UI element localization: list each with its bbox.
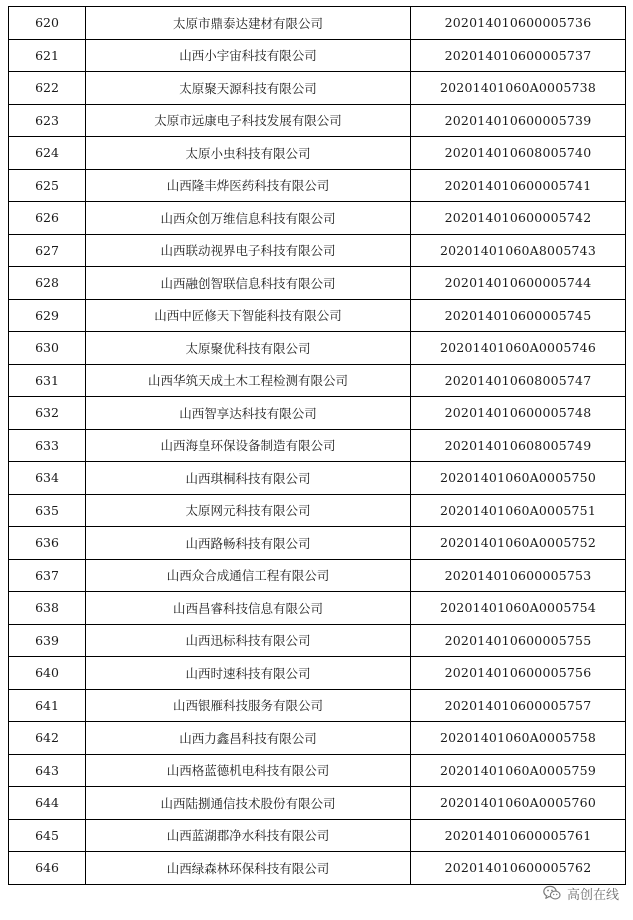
company-name: 山西琪桐科技有限公司 [86,462,411,495]
registration-code: 20201401060A0005750 [411,462,626,495]
company-name: 山西绿森林环保科技有限公司 [86,852,411,885]
registration-code: 202014010600005761 [411,819,626,852]
table-row [9,722,626,755]
row-number: 643 [9,754,86,787]
registration-code: 202014010608005747 [411,364,626,397]
company-name: 太原聚天源科技有限公司 [86,72,411,105]
table-row [9,429,626,462]
company-name: 山西格蓝德机电科技有限公司 [86,754,411,787]
registration-code: 202014010600005756 [411,657,626,690]
company-name: 山西隆丰烨医药科技有限公司 [86,169,411,202]
source-watermark [543,884,619,902]
watermark-text: 高创在线 [566,887,619,903]
table-row [9,332,626,365]
row-number: 645 [9,819,86,852]
table-row [9,592,626,625]
registration-code: 202014010600005753 [411,559,626,592]
company-registry-table [8,6,626,885]
table-row [9,689,626,722]
table-row [9,819,626,852]
company-name: 山西路畅科技有限公司 [86,527,411,560]
company-name: 山西时速科技有限公司 [86,657,411,690]
row-number: 640 [9,657,86,690]
row-number: 646 [9,852,86,885]
table-row [9,104,626,137]
row-number: 621 [9,39,86,72]
company-name: 山西中匠修天下智能科技有限公司 [86,299,411,332]
registration-code: 202014010600005748 [411,397,626,430]
row-number: 620 [9,7,86,40]
company-name: 山西众创万维信息科技有限公司 [86,202,411,235]
row-number: 639 [9,624,86,657]
company-name: 太原小虫科技有限公司 [86,137,411,170]
company-name: 山西融创智联信息科技有限公司 [86,267,411,300]
company-name: 太原网元科技有限公司 [86,494,411,527]
table-row [9,39,626,72]
company-name: 山西海皇环保设备制造有限公司 [86,429,411,462]
registration-code: 20201401060A0005759 [411,754,626,787]
table-row [9,364,626,397]
row-number: 641 [9,689,86,722]
company-name: 山西小宇宙科技有限公司 [86,39,411,72]
registration-code: 202014010600005755 [411,624,626,657]
table-row [9,397,626,430]
table-row [9,137,626,170]
table-row [9,299,626,332]
registration-code: 20201401060A0005746 [411,332,626,365]
company-name: 山西昌睿科技信息有限公司 [86,592,411,625]
row-number: 636 [9,527,86,560]
table-row [9,494,626,527]
registration-code: 202014010600005762 [411,852,626,885]
company-name: 太原聚优科技有限公司 [86,332,411,365]
row-number: 625 [9,169,86,202]
row-number: 637 [9,559,86,592]
row-number: 626 [9,202,86,235]
table-row [9,72,626,105]
company-name: 山西蓝湖郡净水科技有限公司 [86,819,411,852]
registration-code: 202014010600005741 [411,169,626,202]
table-row [9,754,626,787]
company-name: 山西银雁科技服务有限公司 [86,689,411,722]
company-name: 山西众合成通信工程有限公司 [86,559,411,592]
row-number: 623 [9,104,86,137]
registration-code: 20201401060A0005738 [411,72,626,105]
company-name: 山西智享达科技有限公司 [86,397,411,430]
company-name: 山西迅标科技有限公司 [86,624,411,657]
wechat-icon [543,885,561,901]
row-number: 629 [9,299,86,332]
registration-code: 202014010600005737 [411,39,626,72]
registration-code: 202014010600005739 [411,104,626,137]
table-row [9,787,626,820]
registration-code: 202014010608005749 [411,429,626,462]
row-number: 635 [9,494,86,527]
table-row [9,7,626,40]
registration-code: 202014010608005740 [411,137,626,170]
row-number: 638 [9,592,86,625]
table-row [9,527,626,560]
table-row [9,267,626,300]
table-row [9,234,626,267]
registration-code: 20201401060A0005752 [411,527,626,560]
company-name: 太原市鼎泰达建材有限公司 [86,7,411,40]
registration-code: 20201401060A0005751 [411,494,626,527]
registration-code: 202014010600005757 [411,689,626,722]
row-number: 627 [9,234,86,267]
registration-code: 202014010600005736 [411,7,626,40]
registration-code: 20201401060A0005760 [411,787,626,820]
table-row [9,559,626,592]
company-name: 山西力鑫昌科技有限公司 [86,722,411,755]
table-row [9,202,626,235]
table-row [9,624,626,657]
row-number: 628 [9,267,86,300]
registration-code: 20201401060A8005743 [411,234,626,267]
registration-code: 202014010600005745 [411,299,626,332]
row-number: 631 [9,364,86,397]
company-name: 山西华筑天成土木工程检测有限公司 [86,364,411,397]
registration-code: 202014010600005742 [411,202,626,235]
row-number: 642 [9,722,86,755]
row-number: 644 [9,787,86,820]
company-name: 太原市远康电子科技发展有限公司 [86,104,411,137]
row-number: 633 [9,429,86,462]
row-number: 634 [9,462,86,495]
registration-code: 20201401060A0005758 [411,722,626,755]
registration-code: 202014010600005744 [411,267,626,300]
row-number: 632 [9,397,86,430]
table-row [9,657,626,690]
row-number: 630 [9,332,86,365]
table-row [9,462,626,495]
row-number: 622 [9,72,86,105]
table-row [9,852,626,885]
table-row [9,169,626,202]
row-number: 624 [9,137,86,170]
company-name: 山西联动视界电子科技有限公司 [86,234,411,267]
registration-code: 20201401060A0005754 [411,592,626,625]
company-name: 山西陆捌通信技术股份有限公司 [86,787,411,820]
table-body [9,7,626,885]
